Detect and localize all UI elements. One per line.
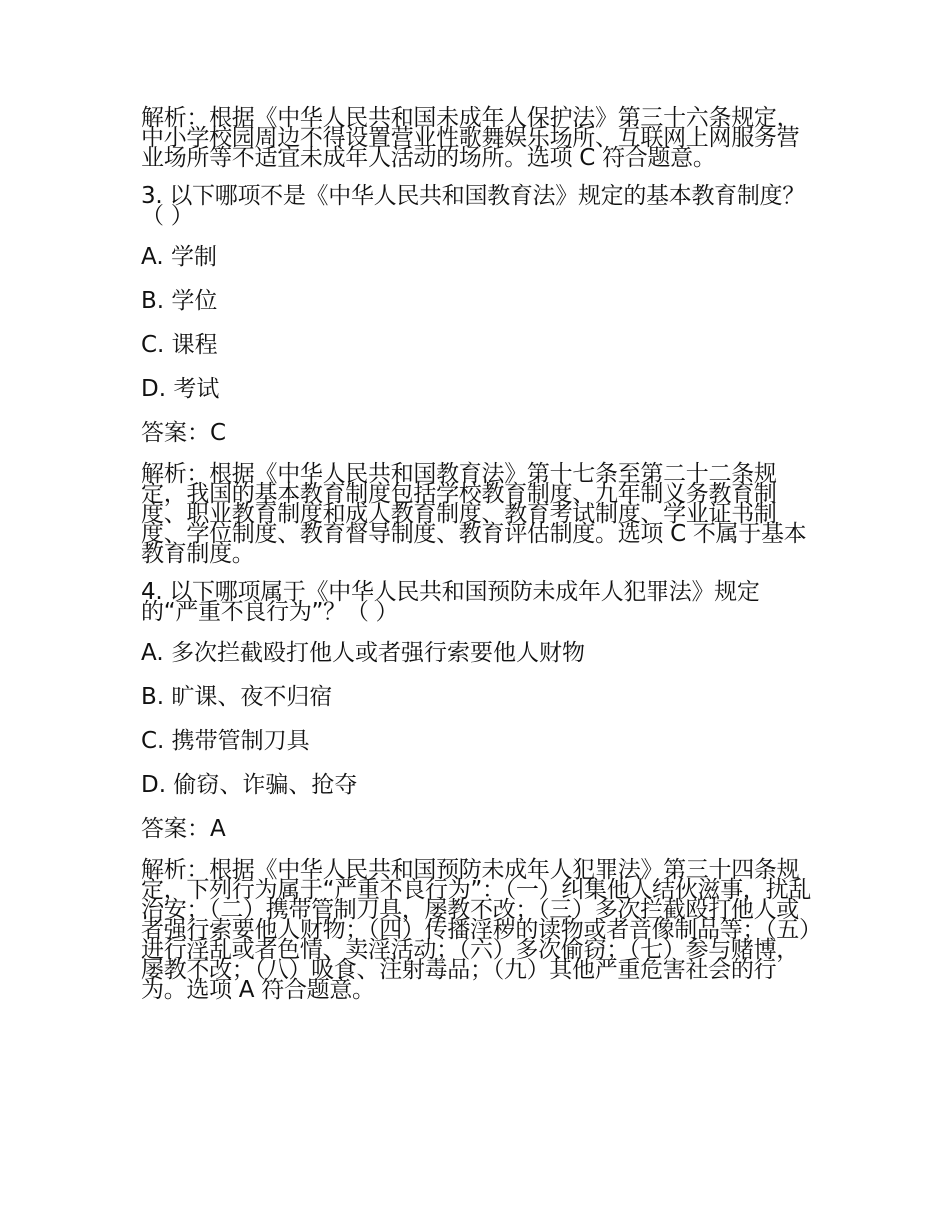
document-page [141,105,813,1018]
option-d: D. 偷窃、诈骗、抢夺 [141,772,358,798]
option-c: C. 课程 [141,332,218,358]
option-b: B. 旷课、夜不归宿 [141,684,333,710]
analysis-paragraph: 解析：根据《中华人民共和国教育法》第十七条至第二十二条规定，我国的基本教育制度包括学校教育制度、九年制义务教育制度、职业教育制度和成人教育制度、教育考试制度、学业证书制度、学位制度、教育督导制度、教育评估制度。选项 C 不属于基本教育制度。 [141,461,807,567]
question-3: 3. 以下哪项不是《中华人民共和国教育法》规定的基本教育制度？（ ） [141,183,805,229]
option-a: A. 学制 [141,244,217,270]
option-d: D. 考试 [141,376,220,402]
question-4: 4. 以下哪项属于《中华人民共和国预防未成年人犯罪法》规定的“严重不良行为”？（ ） [141,579,760,625]
analysis-paragraph: 解析：根据《中华人民共和国预防未成年人犯罪法》第三十四条规定，下列行为属于“严重不良行为”：（一）纠集他人结伙滋事，扰乱治安；（二）携带管制刀具，屡教不改；（三）多次拦截殴打他人或者强行索要他人财物；（四）传播淫秽的读物或者音像制品等；（五）进行淫乱或者色情、卖淫活动；（六）多次偷窃；（七）参与赌博，屡教不改；（八）吸食、注射毒品；（九）其他严重危害社会的行为。选项 A 符合题意。 [141,857,812,1003]
option-c: C. 携带管制刀具 [141,728,310,754]
answer: 答案：C [141,420,227,446]
option-a: A. 多次拦截殴打他人或者强行索要他人财物 [141,640,585,666]
option-b: B. 学位 [141,288,218,314]
answer: 答案：A [141,816,226,842]
analysis-paragraph: 解析：根据《中华人民共和国未成年人保护法》第三十六条规定，中小学校园周边不得设置营业性歌舞娱乐场所、互联网上网服务营业场所等不适宜未成年人活动的场所。选项 C 符合题意。 [141,105,800,171]
